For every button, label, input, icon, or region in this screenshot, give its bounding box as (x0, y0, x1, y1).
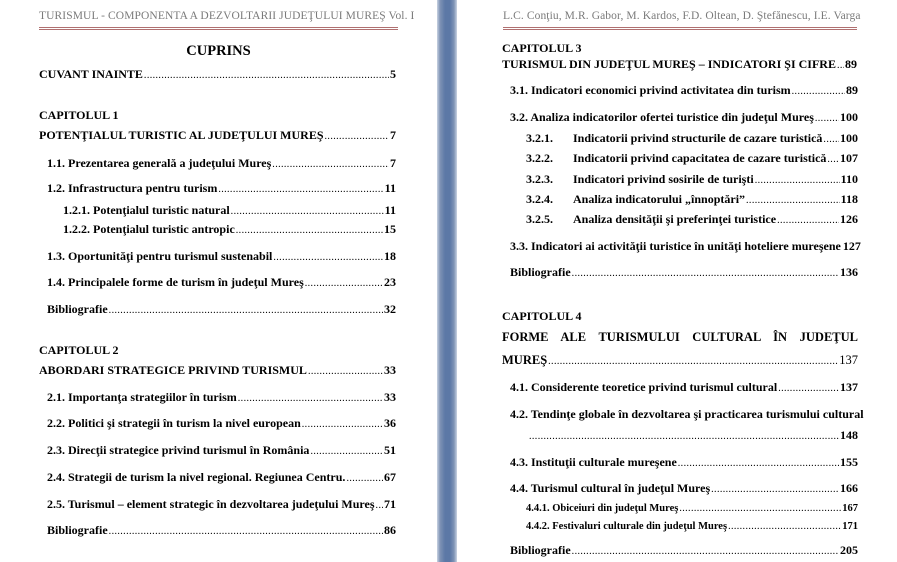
toc-entry[interactable]: 2.3. Direcţii strategice privind turismul în România ..... 51 (47, 443, 396, 458)
toc-entry[interactable]: 2.4. Strategii de turism la nivel regional. Regiunea Centru. ..... 67 (47, 470, 396, 485)
toc-subentry[interactable]: 1.2.1. Potenţialul turistic natural ..... 11 (63, 203, 396, 218)
toc-entry-bibliography[interactable]: Bibliografie ..... 32 (47, 302, 396, 317)
toc-title: CUPRINS (186, 43, 251, 59)
right-running-header: L.C. Conţiu, M.R. Gabor, M. Kardos, F.D. Oltean, D. Ştefănescu, I.E. Varga (503, 10, 861, 22)
left-header-rule (39, 27, 398, 30)
right-header-rule (503, 27, 857, 30)
toc-entry[interactable]: 3.1. Indicatori economici privind activitatea din turism ..... 89 (510, 83, 858, 98)
chapter-4-title-line1: FORME ALE TURISMULUI CULTURAL ÎN JUDEŢUL (502, 330, 858, 344)
toc-entry[interactable]: 4.4. Turismul cultural în judeţul Mureş ..... 166 (510, 481, 858, 496)
toc-subentry[interactable]: 3.2.4. Analiza indicatorului „înnoptări” ..... 118 (526, 192, 858, 207)
toc-entry-4-2-label[interactable]: 4.2. Tendinţe globale în dezvoltarea şi practicarea turismului cultural (510, 407, 864, 421)
toc-entry[interactable]: 4.3. Instituţii culturale mureşene ..... 155 (510, 455, 858, 470)
toc-entry[interactable]: 3.3. Indicatori ai activităţii turistice în unităţi hoteliere mureşene 127 (510, 239, 861, 253)
toc-entry-bibliography[interactable]: Bibliografie ..... 86 (47, 523, 396, 538)
toc-entry[interactable]: 2.5. Turismul – element strategic în dezvoltarea judeţului Mureş ..... 71 (47, 497, 396, 512)
toc-entry-bibliography[interactable]: Bibliografie ..... 136 (510, 265, 858, 280)
toc-subentry[interactable]: 3.2.3. Indicatori privind sosirile de turişti ..... 110 (526, 172, 858, 187)
toc-subentry[interactable]: 3.2.2. Indicatorii privind capacitatea de cazare turistică ..... 107 (526, 151, 858, 166)
chapter-3-title-entry[interactable]: TURISMUL DIN JUDEŢUL MUREŞ – INDICATORI ŞI CIFRE ..... 89 (502, 57, 857, 72)
chapter-4-title-entry[interactable]: MUREŞ ..... 137 (502, 353, 858, 368)
right-page (457, 0, 897, 562)
toc-entry[interactable]: 4.1. Considerente teoretice privind turismul cultural ..... 137 (510, 380, 858, 395)
toc-subentry[interactable]: 3.2.1. Indicatorii privind structurile de cazare turistică ..... 100 (526, 131, 858, 146)
toc-subentry[interactable]: 3.2.5. Analiza densităţii şi preferinţei turistice ..... 126 (526, 212, 858, 227)
chapter-2-title-entry[interactable]: ABORDARI STRATEGICE PRIVIND TURISMUL ..... 33 (39, 363, 396, 378)
toc-entry[interactable]: 2.2. Politici şi strategii în turism la nivel european ..... 36 (47, 416, 396, 431)
left-page (0, 0, 437, 562)
page-gutter (437, 0, 457, 562)
toc-entry[interactable]: 3.2. Analiza indicatorilor ofertei turistice din judeţul Mureş ..... 100 (510, 110, 858, 125)
toc-subentry[interactable]: 4.4.1. Obiceiuri din judeţul Mureş ..... 167 (526, 503, 858, 514)
left-running-header: TURISMUL - COMPONENTA A DEZVOLTARII JUDEŢULUI MUREŞ Vol. I (39, 10, 415, 22)
chapter-1-heading: CAPITOLUL 1 (39, 108, 119, 122)
toc-entry[interactable]: 1.1. Prezentarea generală a judeţului Mureş ..... 7 (47, 156, 396, 171)
toc-subentry[interactable]: 1.2.2. Potenţialul turistic antropic ..... 15 (63, 222, 396, 237)
toc-entry-foreword[interactable]: CUVANT INAINTE ..... 5 (39, 67, 396, 82)
chapter-2-heading: CAPITOLUL 2 (39, 343, 119, 357)
toc-entry[interactable]: 1.2. Infrastructura pentru turism ..... 11 (47, 181, 396, 196)
chapter-4-heading: CAPITOLUL 4 (502, 309, 582, 323)
chapter-3-heading: CAPITOLUL 3 (502, 41, 582, 55)
toc-entry-bibliography[interactable]: Bibliografie ..... 205 (510, 543, 858, 558)
toc-entry[interactable]: 1.3. Oportunităţi pentru turismul sustenabil ..... 18 (47, 249, 396, 264)
toc-subentry[interactable]: 4.4.2. Festivaluri culturale din judeţul Mureş ..... 171 (526, 521, 858, 532)
toc-entry[interactable]: 2.1. Importanţa strategiilor în turism ..... 33 (47, 390, 396, 405)
chapter-1-title-entry[interactable]: POTENŢIALUL TURISTIC AL JUDEŢULUI MUREŞ ..... 7 (39, 128, 396, 143)
toc-entry[interactable]: 1.4. Principalele forme de turism în judeţul Mureş ..... 23 (47, 275, 396, 290)
toc-entry-4-2-leader[interactable]: ..... 148 (529, 428, 858, 443)
